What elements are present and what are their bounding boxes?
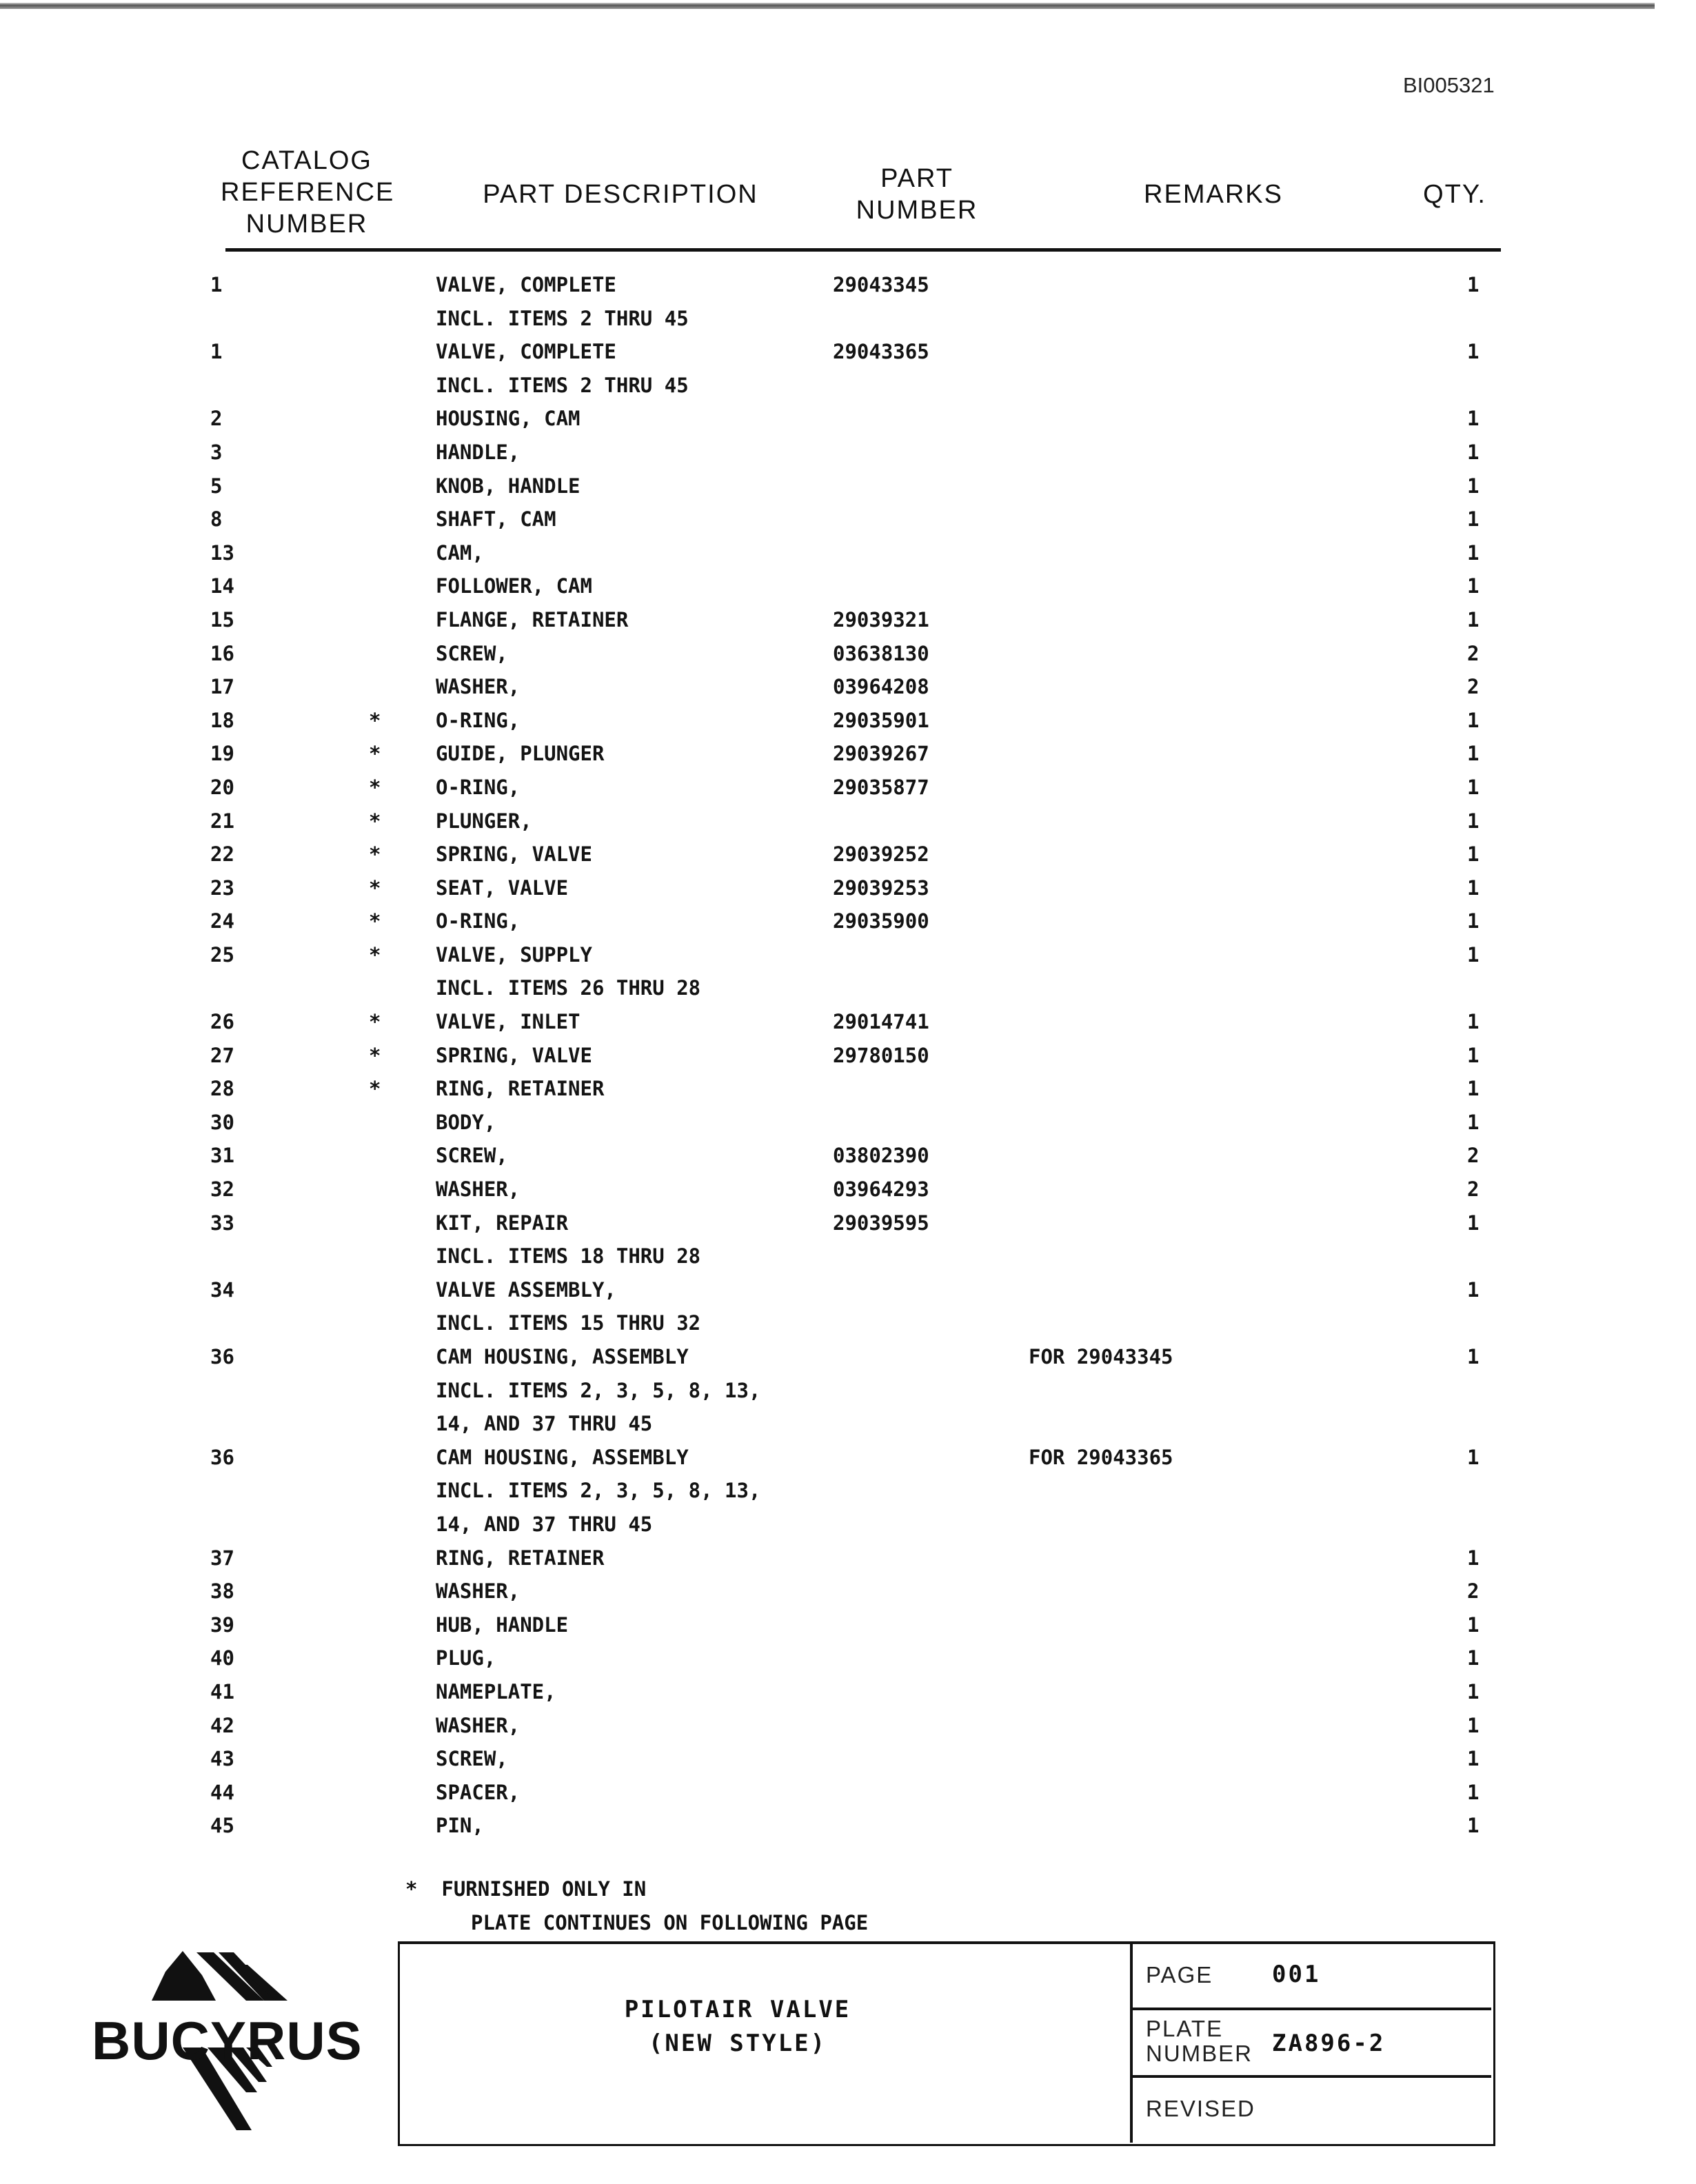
catalog-ref: 14 <box>210 574 234 598</box>
part-description: INCL. ITEMS 2 THRU 45 <box>436 373 689 397</box>
part-description: VALVE, COMPLETE <box>436 273 616 296</box>
part-description: FOLLOWER, CAM <box>436 574 592 598</box>
catalog-ref: 28 <box>210 1077 234 1101</box>
quantity: 1 <box>1467 540 1480 565</box>
table-row <box>0 303 1696 336</box>
quantity: 1 <box>1467 440 1480 464</box>
quantity: 1 <box>1467 507 1480 532</box>
quantity: 1 <box>1467 574 1480 598</box>
table-row <box>0 503 1696 537</box>
catalog-ref: 23 <box>210 876 234 900</box>
catalog-ref: 44 <box>210 1780 234 1804</box>
part-number: 03638130 <box>833 641 929 665</box>
quantity: 1 <box>1467 474 1480 498</box>
part-description: O-RING, <box>436 708 521 732</box>
table-row <box>0 537 1696 571</box>
catalog-ref: 2 <box>210 407 223 431</box>
part-description: PIN, <box>436 1814 484 1838</box>
catalog-ref: 8 <box>210 507 223 532</box>
table-row <box>0 939 1696 973</box>
header-remarks: REMARKS <box>1144 180 1283 209</box>
part-description: HUB, HANDLE <box>436 1612 569 1637</box>
header-part-line1: PART <box>880 164 953 193</box>
catalog-ref: 24 <box>210 909 234 933</box>
part-description: INCL. ITEMS 18 THRU 28 <box>436 1244 701 1268</box>
quantity: 1 <box>1467 909 1480 933</box>
table-row <box>0 671 1696 705</box>
part-number: 03802390 <box>833 1144 929 1168</box>
quantity: 2 <box>1467 1177 1480 1202</box>
part-description: FLANGE, RETAINER <box>436 607 629 631</box>
table-row <box>0 436 1696 470</box>
table-row <box>0 1777 1696 1810</box>
quantity: 2 <box>1467 1579 1480 1604</box>
part-description: INCL. ITEMS 2, 3, 5, 8, 13, <box>436 1479 761 1503</box>
quantity: 1 <box>1467 1110 1480 1134</box>
quantity: 1 <box>1467 1345 1480 1368</box>
part-description: VALVE, INLET <box>436 1010 581 1034</box>
table-row <box>0 1240 1696 1274</box>
table-row <box>0 805 1696 839</box>
table-row <box>0 604 1696 638</box>
catalog-ref: 19 <box>210 742 234 766</box>
part-number: 29039595 <box>833 1211 929 1235</box>
part-number: 29780150 <box>833 1043 929 1067</box>
furnished-marker: * <box>369 909 381 933</box>
plate-label: PLATE <box>1146 2016 1224 2041</box>
table-row <box>0 1743 1696 1777</box>
quantity: 1 <box>1467 1277 1480 1302</box>
part-description: INCL. ITEMS 2, 3, 5, 8, 13, <box>436 1378 761 1402</box>
catalog-ref: 1 <box>210 273 223 296</box>
table-row <box>0 1609 1696 1643</box>
catalog-ref: 33 <box>210 1211 234 1235</box>
furnished-marker: * <box>369 1043 381 1067</box>
header-catalog-line2: REFERENCE <box>221 178 395 207</box>
quantity: 1 <box>1467 1010 1480 1034</box>
part-description: PLUNGER, <box>436 809 532 833</box>
table-row <box>0 1106 1696 1140</box>
quantity: 2 <box>1467 675 1480 699</box>
part-description: BODY, <box>436 1110 496 1134</box>
continues-note: PLATE CONTINUES ON FOLLOWING PAGE <box>471 1911 869 1934</box>
table-row <box>0 403 1696 436</box>
plate-title: PILOTAIR VALVE <box>624 1996 851 2023</box>
parts-table <box>0 269 1696 1843</box>
document-id: BI005321 <box>1403 73 1495 97</box>
table-row <box>0 370 1696 403</box>
catalog-ref: 13 <box>210 540 234 565</box>
table-row <box>0 872 1696 906</box>
catalog-ref: 31 <box>210 1144 234 1168</box>
part-description: VALVE, SUPPLY <box>436 942 592 967</box>
plate-subtitle: (NEW STYLE) <box>648 2030 827 2057</box>
table-row <box>0 1307 1696 1341</box>
table-row <box>0 1810 1696 1843</box>
header-part-line2: NUMBER <box>856 196 978 225</box>
quantity: 1 <box>1467 842 1480 867</box>
catalog-ref: 26 <box>210 1010 234 1034</box>
catalog-ref: 38 <box>210 1579 234 1604</box>
catalog-ref: 15 <box>210 607 234 631</box>
table-row <box>0 1676 1696 1710</box>
quantity: 2 <box>1467 1144 1480 1168</box>
table-row <box>0 1341 1696 1375</box>
part-number: 03964293 <box>833 1177 929 1202</box>
catalog-ref: 36 <box>210 1345 234 1368</box>
part-description: PLUG, <box>436 1646 496 1670</box>
logo-wordmark: BUCYRUS <box>92 2010 363 2071</box>
table-row <box>0 1140 1696 1173</box>
header-catalog-line1: CATALOG <box>241 146 372 175</box>
quantity: 1 <box>1467 1679 1480 1703</box>
table-row <box>0 1375 1696 1408</box>
table-row <box>0 1040 1696 1073</box>
part-description: VALVE, COMPLETE <box>436 340 616 364</box>
catalog-ref: 22 <box>210 842 234 867</box>
quantity: 1 <box>1467 1713 1480 1737</box>
furnished-marker: * <box>369 742 381 766</box>
part-description: WASHER, <box>436 1177 521 1202</box>
part-description: WASHER, <box>436 1579 521 1604</box>
quantity: 1 <box>1467 1814 1480 1838</box>
table-row <box>0 1475 1696 1508</box>
plate-number: ZA896-2 <box>1272 2030 1386 2057</box>
catalog-ref: 20 <box>210 775 234 799</box>
part-description: HOUSING, CAM <box>436 407 581 431</box>
table-row <box>0 638 1696 671</box>
furnished-marker: * <box>369 1010 381 1034</box>
part-description: INCL. ITEMS 2 THRU 45 <box>436 306 689 330</box>
part-description: GUIDE, PLUNGER <box>436 742 605 766</box>
table-row <box>0 972 1696 1006</box>
catalog-ref: 30 <box>210 1110 234 1134</box>
catalog-ref: 32 <box>210 1177 234 1202</box>
part-description: 14, AND 37 THRU 45 <box>436 1512 653 1536</box>
header-part-description: PART DESCRIPTION <box>483 180 758 209</box>
part-description: O-RING, <box>436 909 521 933</box>
quantity: 1 <box>1467 708 1480 732</box>
revised-label: REVISED <box>1146 2096 1255 2121</box>
header-catalog-line3: NUMBER <box>245 210 368 239</box>
quantity: 1 <box>1467 273 1480 296</box>
catalog-ref: 1 <box>210 340 223 364</box>
title-block-divider <box>1130 1943 1133 2143</box>
quantity: 1 <box>1467 1646 1480 1670</box>
quantity: 1 <box>1467 1546 1480 1570</box>
catalog-ref: 41 <box>210 1679 234 1703</box>
part-description: HANDLE, <box>436 440 521 464</box>
header-rule <box>225 248 1501 252</box>
quantity: 1 <box>1467 876 1480 900</box>
part-description: WASHER, <box>436 675 521 699</box>
table-row <box>0 705 1696 738</box>
part-description: NAMEPLATE, <box>436 1679 556 1703</box>
table-row <box>0 771 1696 805</box>
part-description: RING, RETAINER <box>436 1077 605 1101</box>
table-row <box>0 570 1696 604</box>
part-number: 29043365 <box>833 340 929 364</box>
table-row <box>0 1173 1696 1207</box>
table-row <box>0 1710 1696 1743</box>
quantity: 1 <box>1467 1747 1480 1771</box>
table-row <box>0 1575 1696 1609</box>
page-box-divider-1 <box>1131 2008 1491 2010</box>
table-row <box>0 1274 1696 1308</box>
catalog-ref: 37 <box>210 1546 234 1570</box>
part-description: KIT, REPAIR <box>436 1211 569 1235</box>
quantity: 1 <box>1467 1612 1480 1637</box>
part-description: SEAT, VALVE <box>436 876 569 900</box>
catalog-ref: 17 <box>210 675 234 699</box>
quantity: 1 <box>1467 607 1480 631</box>
part-description: VALVE ASSEMBLY, <box>436 1277 616 1302</box>
table-row <box>0 1642 1696 1676</box>
remarks: FOR 29043365 <box>1029 1445 1173 1469</box>
page-label: PAGE <box>1146 1962 1213 1988</box>
part-number: 29039252 <box>833 842 929 867</box>
catalog-ref: 36 <box>210 1445 234 1469</box>
table-row <box>0 838 1696 872</box>
part-number: 29039321 <box>833 607 929 631</box>
part-number: 29039253 <box>833 876 929 900</box>
part-number: 29043345 <box>833 273 929 296</box>
table-row <box>0 269 1696 303</box>
part-description: SHAFT, CAM <box>436 507 556 532</box>
header-part-number <box>841 163 993 226</box>
part-description: CAM, <box>436 540 484 565</box>
part-description: INCL. ITEMS 26 THRU 28 <box>436 976 701 1000</box>
page-number: 001 <box>1272 1961 1321 1988</box>
quantity: 1 <box>1467 340 1480 364</box>
part-description: KNOB, HANDLE <box>436 474 581 498</box>
part-number: 29035900 <box>833 909 929 933</box>
catalog-ref: 43 <box>210 1747 234 1771</box>
quantity: 1 <box>1467 1211 1480 1235</box>
quantity: 1 <box>1467 1077 1480 1101</box>
catalog-ref: 39 <box>210 1612 234 1637</box>
part-description: SCREW, <box>436 1747 508 1771</box>
table-row <box>0 1207 1696 1241</box>
quantity: 1 <box>1467 1043 1480 1067</box>
part-description: SCREW, <box>436 1144 508 1168</box>
furnished-marker: * <box>369 775 381 799</box>
table-row <box>0 1508 1696 1542</box>
table-row <box>0 905 1696 939</box>
part-description: SCREW, <box>436 641 508 665</box>
header-catalog-reference <box>221 145 393 240</box>
part-description: RING, RETAINER <box>436 1546 605 1570</box>
page-box-divider-2 <box>1131 2075 1491 2078</box>
part-description: O-RING, <box>436 775 521 799</box>
part-description: INCL. ITEMS 15 THRU 32 <box>436 1311 701 1335</box>
table-row <box>0 1006 1696 1040</box>
part-description: CAM HOUSING, ASSEMBLY <box>436 1345 689 1368</box>
catalog-ref: 16 <box>210 641 234 665</box>
part-number: 29035901 <box>833 708 929 732</box>
part-description: 14, AND 37 THRU 45 <box>436 1412 653 1436</box>
part-number: 29039267 <box>833 742 929 766</box>
catalog-ref: 21 <box>210 809 234 833</box>
catalog-ref: 27 <box>210 1043 234 1067</box>
catalog-ref: 5 <box>210 474 223 498</box>
header-qty: QTY. <box>1423 180 1486 209</box>
part-description: WASHER, <box>436 1713 521 1737</box>
quantity: 1 <box>1467 809 1480 833</box>
quantity: 1 <box>1467 742 1480 766</box>
table-row <box>0 738 1696 771</box>
catalog-ref: 18 <box>210 708 234 732</box>
part-number: 03964208 <box>833 675 929 699</box>
part-description: SPRING, VALVE <box>436 842 592 867</box>
furnished-marker: * <box>369 708 381 732</box>
table-row <box>0 1073 1696 1106</box>
table-row <box>0 1408 1696 1442</box>
part-description: CAM HOUSING, ASSEMBLY <box>436 1445 689 1469</box>
quantity: 1 <box>1467 407 1480 431</box>
quantity: 2 <box>1467 641 1480 665</box>
part-number: 29035877 <box>833 775 929 799</box>
part-number: 29014741 <box>833 1010 929 1034</box>
scan-top-border <box>0 3 1655 9</box>
furnished-marker: * <box>369 942 381 967</box>
furnished-marker: * <box>369 809 381 833</box>
table-row <box>0 1542 1696 1576</box>
table-row <box>0 1442 1696 1475</box>
catalog-ref: 34 <box>210 1277 234 1302</box>
quantity: 1 <box>1467 775 1480 799</box>
catalog-ref: 42 <box>210 1713 234 1737</box>
quantity: 1 <box>1467 1780 1480 1804</box>
quantity: 1 <box>1467 1445 1480 1469</box>
table-row <box>0 470 1696 504</box>
footnote: * FURNISHED ONLY IN <box>405 1877 647 1901</box>
part-description: SPACER, <box>436 1780 521 1804</box>
quantity: 1 <box>1467 942 1480 967</box>
catalog-ref: 25 <box>210 942 234 967</box>
catalog-ref: 40 <box>210 1646 234 1670</box>
remarks: FOR 29043345 <box>1029 1345 1173 1368</box>
furnished-marker: * <box>369 876 381 900</box>
furnished-marker: * <box>369 1077 381 1101</box>
catalog-ref: 3 <box>210 440 223 464</box>
part-description: SPRING, VALVE <box>436 1043 592 1067</box>
plate-number-label: NUMBER <box>1146 2041 1253 2066</box>
table-row <box>0 336 1696 370</box>
catalog-ref: 45 <box>210 1814 234 1838</box>
furnished-marker: * <box>369 842 381 867</box>
